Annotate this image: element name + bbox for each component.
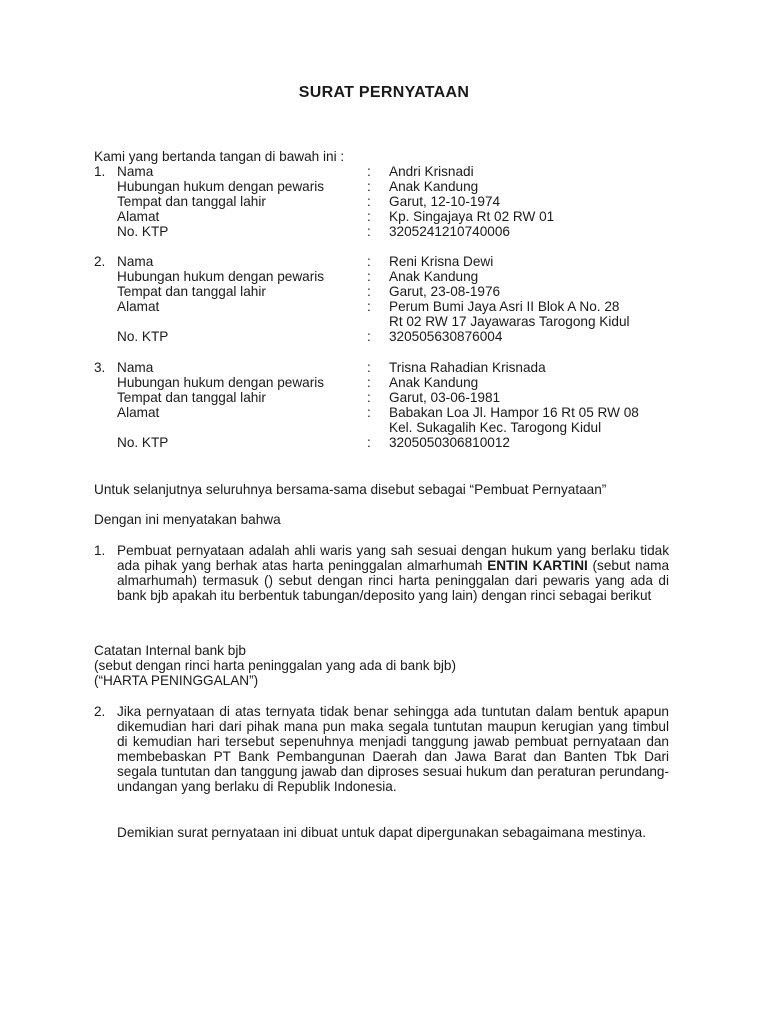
- colon: :: [367, 269, 371, 284]
- statement-2-text: Jika pernyataan di atas ternyata tidak benar sehingga ada tuntutan dalam bentuk apapun dikemudian hari dari pihak mana pun maka segala tuntutan maupun kerugian yang timbul di kemudian hari tersebut sepenuhnya menjadi tanggung jawab pembuat pernyataan dan membebaskan PT Bank Pembangunan Daerah dan Jawa Barat dan Banten Tbk Dari segala tuntutan dan tanggung jawab dan diproses sesuai hukum dan peraturan perundang-undangan yang berlaku di Republik Indonesia.: [117, 704, 669, 794]
- statement-1-before: Pembuat pernyataan adalah ahli waris yang sah sesuai dengan hukum yang berlaku tidak ada pihak yang berhak atas harta peninggalan almarhumah: [117, 543, 669, 573]
- person-number: 2.: [94, 254, 106, 269]
- person-block-3: [94, 360, 694, 450]
- person-relation-row: [94, 375, 694, 390]
- person-number: 3.: [94, 360, 106, 375]
- colon: :: [367, 179, 371, 194]
- ktp-value: 3205241210740006: [389, 224, 510, 239]
- name-label: Nama: [117, 360, 154, 375]
- relation-value: Anak Kandung: [389, 375, 479, 390]
- colon: :: [367, 209, 371, 224]
- person-address-row-2: [94, 420, 694, 435]
- person-address-row: [94, 405, 694, 420]
- person-ktp-row: [94, 435, 694, 450]
- statement-1-after: (sebut nama almarhumah) termasuk () sebut dengan rinci harta peninggalan dari pewaris yang ada di bank bjb apakah itu berbentuk tabungan/deposito yang lain) dengan rinci sebagai berikut: [117, 558, 670, 603]
- catatan-harta: (“HARTA PENINGGALAN”): [94, 673, 259, 688]
- person-block-1: [94, 164, 694, 239]
- pembuat-pernyataan-text: Untuk selanjutnya seluruhnya bersama-sama disebut sebagai “Pembuat Pernyataan”: [94, 482, 607, 497]
- birth-label: Tempat dan tanggal lahir: [117, 194, 266, 209]
- person-ktp-row: [94, 329, 694, 344]
- person-name-row: [94, 254, 694, 269]
- colon: :: [367, 164, 371, 179]
- birth-label: Tempat dan tanggal lahir: [117, 390, 266, 405]
- colon: :: [367, 405, 371, 420]
- ktp-label: No. KTP: [117, 435, 169, 450]
- catatan-title: Catatan Internal bank bjb: [94, 643, 246, 658]
- name-label: Nama: [117, 164, 154, 179]
- statement-1-text: [117, 543, 669, 603]
- statement-1-number: 1.: [94, 543, 106, 558]
- person-address-row: [94, 299, 694, 314]
- colon: :: [367, 284, 371, 299]
- address-value: Perum Bumi Jaya Asri II Blok A No. 28: [389, 299, 620, 314]
- catatan-detail: (sebut dengan rinci harta peninggalan yang ada di bank bjb): [94, 658, 457, 673]
- colon: :: [367, 254, 371, 269]
- deceased-name: ENTIN KARTINI: [487, 558, 588, 573]
- colon: :: [367, 390, 371, 405]
- birth-value: Garut, 03-06-1981: [389, 390, 501, 405]
- person-birth-row: [94, 284, 694, 299]
- birth-value: Garut, 12-10-1974: [389, 194, 501, 209]
- person-address-row: [94, 209, 694, 224]
- person-address-row-2: [94, 314, 694, 329]
- person-ktp-row: [94, 224, 694, 239]
- intro-text: Kami yang bertanda tangan di bawah ini :: [94, 149, 345, 164]
- ktp-label: No. KTP: [117, 224, 169, 239]
- relation-value: Anak Kandung: [389, 179, 479, 194]
- address-value-line-2: Kel. Sukagalih Kec. Tarogong Kidul: [389, 420, 602, 435]
- relation-label: Hubungan hukum dengan pewaris: [117, 375, 325, 390]
- name-value: Andri Krisnadi: [389, 164, 474, 179]
- person-name-row: [94, 164, 694, 179]
- address-label: Alamat: [117, 209, 160, 224]
- colon: :: [367, 224, 371, 239]
- colon: :: [367, 329, 371, 344]
- person-relation-row: [94, 179, 694, 194]
- person-birth-row: [94, 390, 694, 405]
- address-label: Alamat: [117, 405, 160, 420]
- name-value: Trisna Rahadian Krisnada: [389, 360, 546, 375]
- person-number: 1.: [94, 164, 106, 179]
- address-value-line-2: Rt 02 RW 17 Jayawaras Tarogong Kidul: [389, 314, 630, 329]
- relation-label: Hubungan hukum dengan pewaris: [117, 179, 325, 194]
- birth-label: Tempat dan tanggal lahir: [117, 284, 266, 299]
- person-birth-row: [94, 194, 694, 209]
- person-block-2: [94, 254, 694, 344]
- colon: :: [367, 194, 371, 209]
- relation-label: Hubungan hukum dengan pewaris: [117, 269, 325, 284]
- ktp-label: No. KTP: [117, 329, 169, 344]
- page-title: SURAT PERNYATAAN: [298, 84, 470, 101]
- address-label: Alamat: [117, 299, 160, 314]
- colon: :: [367, 299, 371, 314]
- relation-value: Anak Kandung: [389, 269, 479, 284]
- ktp-value: 320505630876004: [389, 329, 503, 344]
- closing-text: Demikian surat pernyataan ini dibuat untuk dapat dipergunakan sebagaimana mestinya.: [117, 825, 646, 840]
- address-value: Babakan Loa Jl. Hampor 16 Rt 05 RW 08: [389, 405, 639, 420]
- name-label: Nama: [117, 254, 154, 269]
- birth-value: Garut, 23-08-1976: [389, 284, 501, 299]
- address-value: Kp. Singajaya Rt 02 RW 01: [389, 209, 555, 224]
- person-relation-row: [94, 269, 694, 284]
- person-name-row: [94, 360, 694, 375]
- ktp-value: 3205050306810012: [389, 435, 510, 450]
- colon: :: [367, 375, 371, 390]
- colon: :: [367, 360, 371, 375]
- name-value: Reni Krisna Dewi: [389, 254, 494, 269]
- dengan-ini-text: Dengan ini menyatakan bahwa: [94, 512, 281, 527]
- colon: :: [367, 435, 371, 450]
- statement-2-number: 2.: [94, 704, 106, 719]
